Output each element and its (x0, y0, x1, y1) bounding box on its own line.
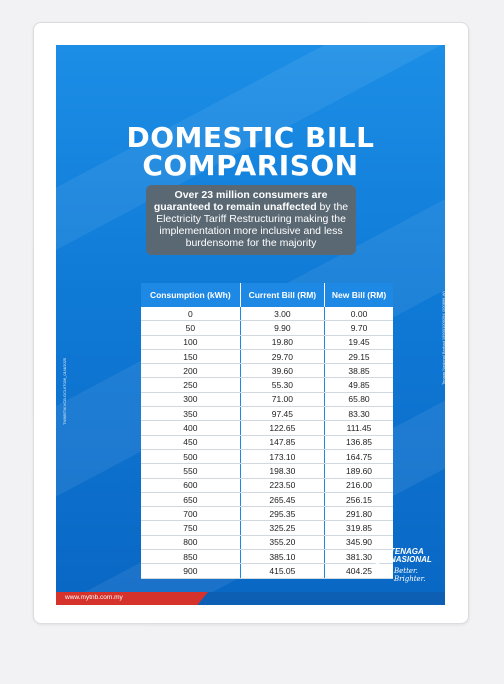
poster-footer (56, 592, 445, 605)
cell-new-bill: 216.00 (325, 478, 393, 492)
table-row (141, 564, 393, 578)
cell-consumption: 150 (141, 349, 240, 363)
cell-current-bill: 55.30 (240, 378, 324, 392)
table-row (141, 321, 393, 335)
subtitle-highlight: Over 23 million consumers are guaranteed to remain unaffected (153, 189, 328, 213)
subtitle-text: by the Electricity Tariff Restructuring making the implementation more inclusive and less burdensome for the majority (156, 201, 349, 249)
cell-consumption: 600 (141, 478, 240, 492)
cell-new-bill: 404.25 (325, 564, 393, 578)
cell-current-bill: 147.85 (240, 435, 324, 449)
cell-new-bill: 381.30 (325, 550, 393, 564)
cell-consumption: 500 (141, 449, 240, 463)
header-current-bill: Current Bill (RM) (240, 283, 324, 307)
cell-current-bill: 29.70 (240, 349, 324, 363)
cell-current-bill: 355.20 (240, 535, 324, 549)
table-header-row (141, 283, 393, 307)
cell-new-bill: 49.85 (325, 378, 393, 392)
table-row (141, 435, 393, 449)
bill-comparison-table (141, 283, 393, 579)
cell-consumption: 0 (141, 307, 240, 321)
table-row (141, 550, 393, 564)
cell-new-bill: 38.85 (325, 364, 393, 378)
poster-title-line1: DOMESTIC BILL (126, 121, 375, 154)
table-row (141, 407, 393, 421)
cell-new-bill: 189.60 (325, 464, 393, 478)
company-registration: Tenaga Nasional Berhad 199001009294 (200866-W) (441, 291, 446, 385)
logo-tagline: Better. Brighter. (394, 567, 426, 583)
cell-consumption: 900 (141, 564, 240, 578)
tnb-logo (370, 545, 440, 585)
cell-consumption: 650 (141, 492, 240, 506)
cell-consumption: 700 (141, 507, 240, 521)
cell-consumption: 400 (141, 421, 240, 435)
document-card (33, 22, 469, 624)
cell-new-bill: 0.00 (325, 307, 393, 321)
header-consumption: Consumption (kWh) (141, 283, 240, 307)
bill-comparison-poster (56, 45, 445, 605)
table-row (141, 349, 393, 363)
table-row (141, 492, 393, 506)
table-row (141, 535, 393, 549)
cell-consumption: 250 (141, 378, 240, 392)
cell-consumption: 850 (141, 550, 240, 564)
cell-current-bill: 97.45 (240, 407, 324, 421)
cell-consumption: 50 (141, 321, 240, 335)
table-body (141, 307, 393, 578)
cell-current-bill: 19.80 (240, 335, 324, 349)
cell-current-bill: 71.00 (240, 392, 324, 406)
cell-consumption: 300 (141, 392, 240, 406)
header-new-bill: New Bill (RM) (325, 283, 393, 307)
poster-title-line2: COMPARISON (142, 149, 359, 182)
cell-current-bill: 198.30 (240, 464, 324, 478)
table-row (141, 507, 393, 521)
cell-current-bill: 223.50 (240, 478, 324, 492)
cell-new-bill: 345.90 (325, 535, 393, 549)
table-row (141, 364, 393, 378)
tnb-logo-icon (370, 549, 388, 567)
cell-new-bill: 19.45 (325, 335, 393, 349)
table-row (141, 421, 393, 435)
cell-new-bill: 29.15 (325, 349, 393, 363)
cell-consumption: 350 (141, 407, 240, 421)
cell-new-bill: 136.85 (325, 435, 393, 449)
cell-current-bill: 9.90 (240, 321, 324, 335)
cell-new-bill: 164.75 (325, 449, 393, 463)
table-row (141, 378, 393, 392)
cell-current-bill: 122.65 (240, 421, 324, 435)
cell-consumption: 550 (141, 464, 240, 478)
logo-text-tenaga: TENAGA (390, 547, 424, 556)
cell-consumption: 100 (141, 335, 240, 349)
cell-new-bill: 319.85 (325, 521, 393, 535)
logo-text-nasional: NASIONAL (390, 555, 432, 564)
cell-current-bill: 39.60 (240, 364, 324, 378)
table-row (141, 449, 393, 463)
table-row (141, 335, 393, 349)
cell-new-bill: 291.80 (325, 507, 393, 521)
footer-url[interactable]: www.mytnb.com.my (65, 594, 123, 601)
cell-new-bill: 9.70 (325, 321, 393, 335)
cell-new-bill: 83.30 (325, 407, 393, 421)
cell-current-bill: 385.10 (240, 550, 324, 564)
cell-consumption: 750 (141, 521, 240, 535)
cell-new-bill: 111.45 (325, 421, 393, 435)
cell-current-bill: 265.45 (240, 492, 324, 506)
cell-consumption: 450 (141, 435, 240, 449)
table-row (141, 478, 393, 492)
cell-current-bill: 295.35 (240, 507, 324, 521)
table-row (141, 392, 393, 406)
subtitle-box (146, 185, 356, 255)
cell-current-bill: 325.25 (240, 521, 324, 535)
cell-current-bill: 3.00 (240, 307, 324, 321)
cell-current-bill: 415.05 (240, 564, 324, 578)
table-row (141, 521, 393, 535)
table-row (141, 464, 393, 478)
cell-consumption: 800 (141, 535, 240, 549)
reference-code: TNB/BTM.VCB.GCU/T036_01/4/2025 (62, 357, 67, 425)
cell-current-bill: 173.10 (240, 449, 324, 463)
cell-new-bill: 256.15 (325, 492, 393, 506)
table-row (141, 307, 393, 321)
cell-consumption: 200 (141, 364, 240, 378)
cell-new-bill: 65.80 (325, 392, 393, 406)
